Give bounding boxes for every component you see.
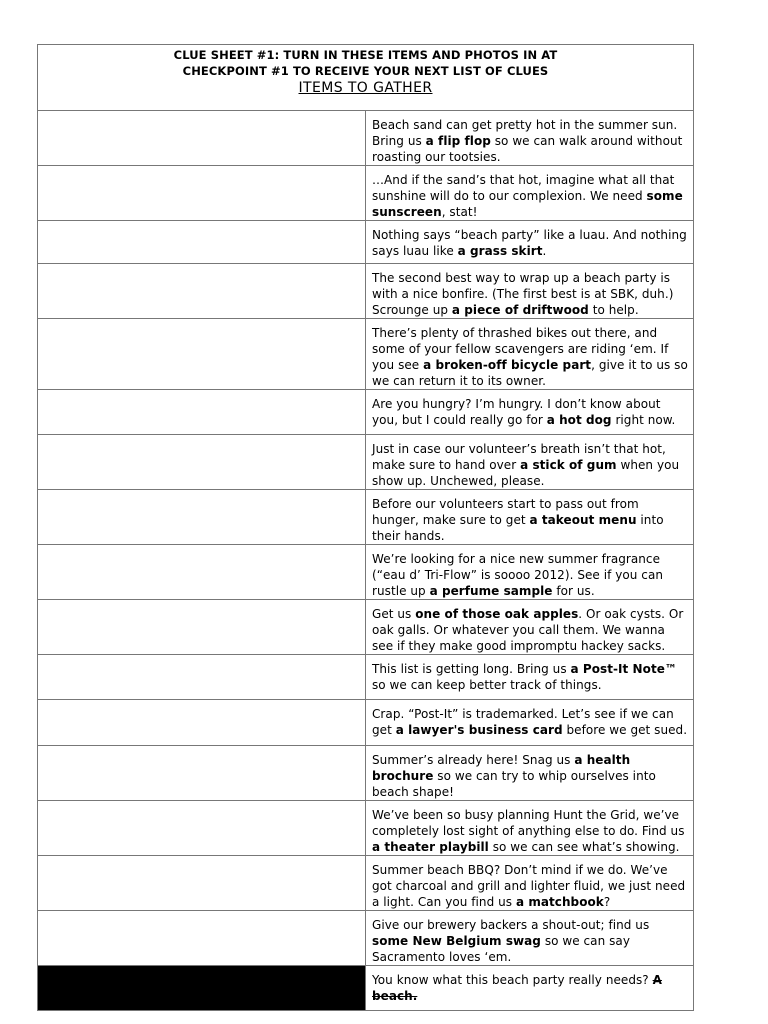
checkbox-cell[interactable] (38, 700, 366, 746)
item-name: a takeout menu (529, 513, 637, 527)
clue-fragment: Beach sand can get pretty hot in the summer sun. Bring us (372, 118, 678, 148)
checkbox-cell[interactable] (38, 856, 366, 911)
item-name: some sunscreen (372, 189, 683, 219)
checkbox-cell[interactable] (38, 966, 366, 1011)
item-row (38, 111, 694, 166)
item-name: a hot dog (546, 413, 612, 427)
checkbox-cell[interactable] (38, 319, 366, 390)
clue-fragment: to help. (588, 303, 639, 317)
checkbox-cell[interactable] (38, 801, 366, 856)
clue-fragment: , give it to us so we can return it to its owner. (372, 358, 688, 388)
clue-fragment: so we can say Sacramento loves ‘em. (372, 934, 630, 964)
header-cell (38, 45, 694, 111)
clue-fragment: . (542, 244, 547, 258)
clue-sheet-table (37, 44, 694, 1011)
item-name: a theater playbill (372, 840, 489, 854)
item-row (38, 600, 694, 655)
clue-text (366, 700, 694, 746)
checkbox-cell[interactable] (38, 746, 366, 801)
clue-text (366, 911, 694, 966)
clue-text (366, 746, 694, 801)
clue-fragment: right now. (611, 413, 676, 427)
item-name: a grass skirt (457, 244, 543, 258)
clue-fragment: into their hands. (372, 513, 664, 543)
checkbox-cell[interactable] (38, 911, 366, 966)
clue-text (366, 856, 694, 911)
clue-fragment: , stat! (441, 205, 478, 219)
clue-fragment: before we get sued. (562, 723, 688, 737)
checkbox-cell[interactable] (38, 655, 366, 700)
item-row (38, 490, 694, 545)
clue-fragment: so we can walk around without roasting our tootsies. (372, 134, 683, 164)
struck-text: A beach. (372, 973, 662, 1003)
clue-fragment: Give our brewery backers a shout-out; find us (372, 918, 650, 932)
item-row (38, 655, 694, 700)
header-row (38, 45, 694, 111)
checkbox-cell[interactable] (38, 390, 366, 435)
checkbox-cell[interactable] (38, 490, 366, 545)
clue-fragment: Nothing says “beach party” like a luau. And nothing says luau like (372, 228, 687, 258)
clue-text (366, 264, 694, 319)
clue-fragment: Summer beach BBQ? Don’t mind if we do. We’ve got charcoal and grill and lighter fluid, we just need a light. Can you find us (372, 863, 686, 909)
checkbox-cell[interactable] (38, 600, 366, 655)
clue-text (366, 166, 694, 221)
item-row (38, 545, 694, 600)
header-line-1: CLUE SHEET #1: TURN IN THESE ITEMS AND PHOTOS IN AT (173, 48, 558, 62)
clue-text (366, 966, 694, 1011)
clue-sheet-body (38, 45, 694, 1011)
item-name: one of those oak apples (415, 607, 579, 621)
clue-fragment: so we can try to whip ourselves into beach shape! (372, 769, 656, 799)
item-row (38, 319, 694, 390)
item-row (38, 911, 694, 966)
item-name: a Post-It Note™ (570, 662, 677, 676)
item-name: some New Belgium swag (372, 934, 541, 948)
checkbox-cell[interactable] (38, 264, 366, 319)
checkbox-cell[interactable] (38, 545, 366, 600)
clue-fragment: You know what this beach party really needs? (372, 973, 653, 987)
item-row (38, 221, 694, 264)
checkbox-cell[interactable] (38, 166, 366, 221)
clue-text (366, 390, 694, 435)
clue-fragment: so we can keep better track of things. (372, 678, 602, 692)
item-name: a lawyer's business card (395, 723, 563, 737)
clue-text (366, 545, 694, 600)
clue-fragment: Before our volunteers start to pass out from hunger, make sure to get (372, 497, 639, 527)
item-name: a stick of gum (520, 458, 617, 472)
clue-fragment: The second best way to wrap up a beach party is with a nice bonfire. (The first best is at SBK, duh.) Scrounge up (372, 271, 674, 317)
clue-fragment: Just in case our volunteer’s breath isn’t that hot, make sure to hand over (372, 442, 666, 472)
clue-fragment: . Or oak cysts. Or oak galls. Or whatever you call them. We wanna see if they make good impromptu hackey sacks. (372, 607, 684, 653)
clue-text (366, 801, 694, 856)
clue-fragment: ? (603, 895, 611, 909)
clue-fragment: Are you hungry? I’m hungry. I don’t know about you, but I could really go for (372, 397, 661, 427)
item-name: a piece of driftwood (451, 303, 589, 317)
clue-text (366, 655, 694, 700)
item-row (38, 700, 694, 746)
item-name: a perfume sample (429, 584, 553, 598)
item-row (38, 435, 694, 490)
clue-fragment: We’ve been so busy planning Hunt the Grid, we’ve completely lost sight of anything else to do. Find us (372, 808, 685, 838)
clue-text (366, 221, 694, 264)
item-name: a flip flop (425, 134, 491, 148)
header-line-2: CHECKPOINT #1 TO RECEIVE YOUR NEXT LIST OF CLUES (182, 64, 549, 78)
clue-fragment: There’s plenty of thrashed bikes out there, and some of your fellow scavengers are riding ‘em. If you see (372, 326, 669, 372)
item-row (38, 264, 694, 319)
clue-fragment: for us. (552, 584, 595, 598)
clue-fragment: This list is getting long. Bring us (372, 662, 571, 676)
clue-text (366, 490, 694, 545)
clue-fragment: Summer’s already here! Snag us (372, 753, 575, 767)
clue-fragment: …And if the sand’s that hot, imagine what all that sunshine will do to our complexion. We need (372, 173, 675, 203)
item-row (38, 746, 694, 801)
clue-fragment: Crap. “Post-It” is trademarked. Let’s see if we can get (372, 707, 674, 737)
checkbox-cell[interactable] (38, 111, 366, 166)
clue-text (366, 435, 694, 490)
items-title: ITEMS TO GATHER (298, 80, 433, 96)
item-name: a broken-off bicycle part (423, 358, 592, 372)
clue-text (366, 319, 694, 390)
item-row (38, 390, 694, 435)
item-name: a health brochure (372, 753, 631, 783)
item-row (38, 966, 694, 1011)
clue-fragment: We’re looking for a nice new summer fragrance (“eau d’ Tri-Flow” is soooo 2012). See if you can rustle up (372, 552, 664, 598)
item-row (38, 856, 694, 911)
clue-text (366, 600, 694, 655)
clue-text (366, 111, 694, 166)
item-row (38, 801, 694, 856)
checkbox-cell[interactable] (38, 435, 366, 490)
clue-fragment: Get us (372, 607, 416, 621)
clue-fragment: so we can see what’s showing. (488, 840, 680, 854)
item-name: a matchbook (515, 895, 604, 909)
item-row (38, 166, 694, 221)
checkbox-cell[interactable] (38, 221, 366, 264)
clue-fragment: when you show up. Unchewed, please. (372, 458, 680, 488)
